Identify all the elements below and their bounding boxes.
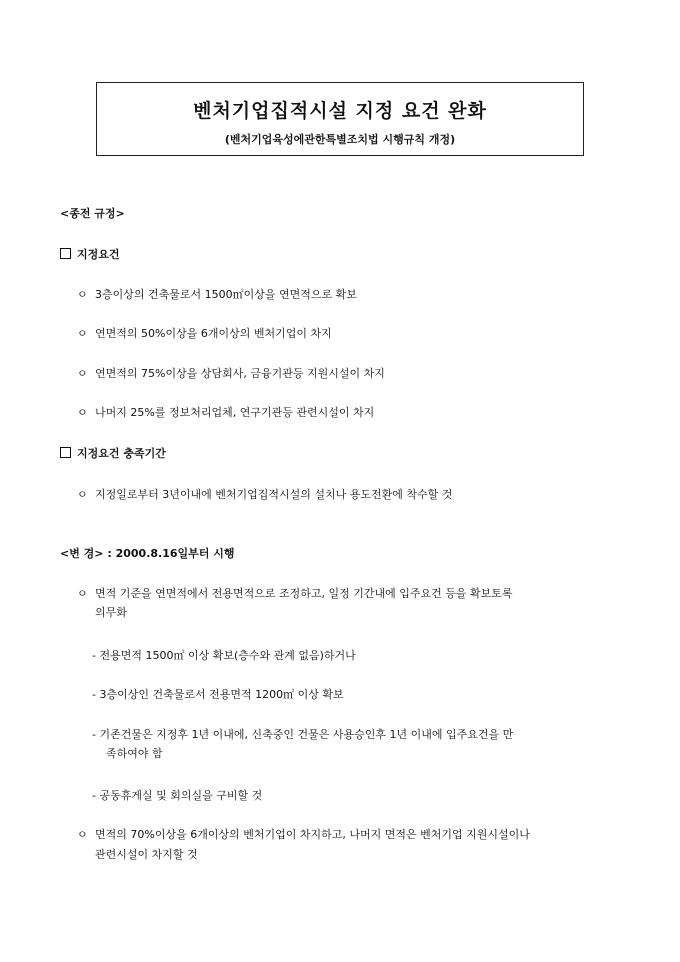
- list-item: 면적 기준을 연면적에서 전용면적으로 조정하고, 일정 기간내에 입주요건 등을 확보토록: [95, 587, 513, 600]
- checkbox-square-icon: [60, 248, 71, 259]
- list-item: 지정일로부터 3년이내에 벤처기업집적시설의 설치나 용도전환에 착수할 것: [95, 488, 453, 501]
- list-item: 면적의 70%이상을 6개이상의 벤처기업이 차지하고, 나머지 면적은 벤처기업 지원시설이나: [95, 828, 530, 841]
- sub-item: - 기존건물은 지정후 1년 이내에, 신축중인 건물은 사용승인후 1년 이내에 입주요건을 만: [92, 728, 514, 741]
- sub-item: - 전용면적 1500㎡ 이상 확보(층수와 관계 없음)하거나: [92, 649, 356, 662]
- list-item: 3층이상의 건축물로서 1500㎡이상을 연면적으로 확보: [95, 288, 357, 301]
- old-rule-heading: <종전 규정>: [60, 207, 125, 220]
- list-item: 연면적의 50%이상을 6개이상의 벤처기업이 차지: [95, 327, 332, 340]
- bullet-icon: ㅇ: [77, 288, 88, 301]
- page-title: 벤처기업집적시설 지정 요건 완화: [193, 100, 487, 122]
- bullet-icon: ㅇ: [77, 828, 88, 841]
- section-title: 지정요건 충족기간: [77, 447, 166, 460]
- bullet-icon: ㅇ: [77, 488, 88, 501]
- bullet-icon: ㅇ: [77, 587, 88, 600]
- bullet-icon: ㅇ: [77, 406, 88, 419]
- bullet-icon: ㅇ: [77, 367, 88, 380]
- section-heading: [60, 446, 166, 461]
- sub-item: - 공동휴게실 및 회의실을 구비할 것: [92, 789, 263, 802]
- title-box: [96, 82, 584, 156]
- list-item: 나머지 25%를 정보처리업체, 연구기관등 관련시설이 차지: [95, 406, 375, 419]
- sub-item-continuation: 족하여야 함: [106, 747, 163, 760]
- section-title: 지정요건: [77, 248, 120, 261]
- page-subtitle: (벤처기업육성에관한특별조치법 시행규칙 개정): [224, 133, 456, 146]
- change-heading: <변 경> : 2000.8.16일부터 시행: [60, 547, 235, 560]
- sub-item: - 3층이상인 건축물로서 전용면적 1200㎡ 이상 확보: [92, 688, 344, 701]
- list-item-continuation: 관련시설이 차지할 것: [95, 848, 198, 861]
- list-item-continuation: 의무화: [95, 606, 127, 619]
- section-heading: [60, 247, 120, 262]
- checkbox-square-icon: [60, 447, 71, 458]
- bullet-icon: ㅇ: [77, 327, 88, 340]
- list-item: 연면적의 75%이상을 상담회사, 금융기관등 지원시설이 차지: [95, 367, 385, 380]
